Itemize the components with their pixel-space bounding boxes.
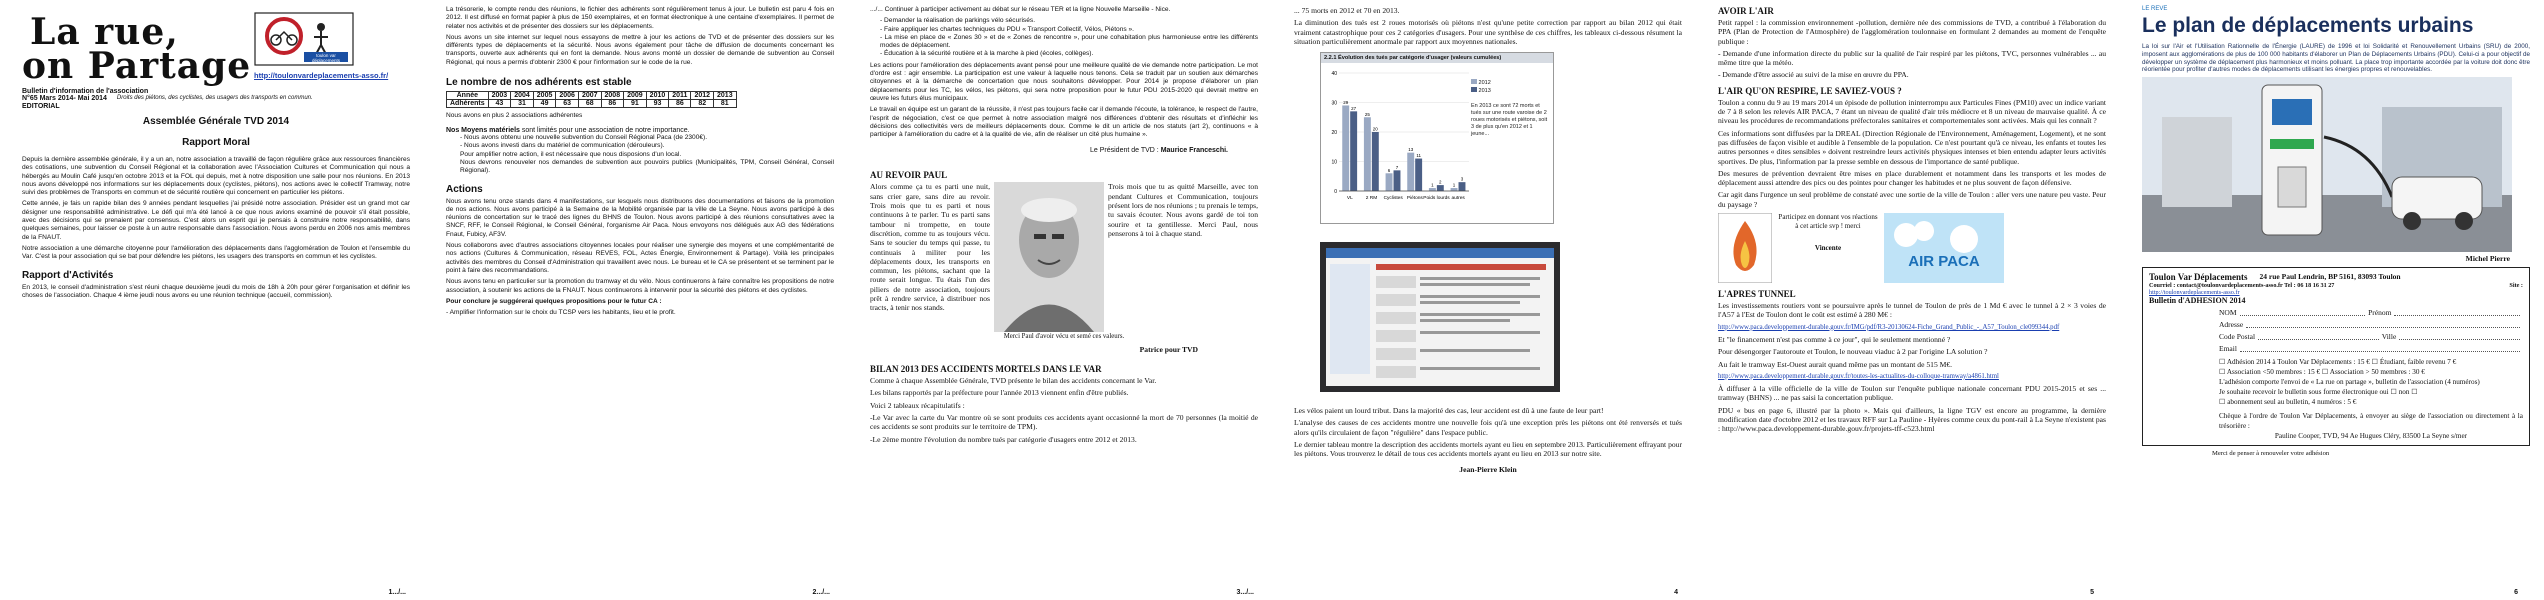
form-site-link[interactable]: http://toulonvardeplacements-asso.fr — [2149, 289, 2240, 297]
table-row-label: Adhérents — [447, 100, 489, 108]
chart-note: En 2013 ce sont 72 morts et tués sur une route varoise de 2 roues motorisés et piétons, soit 3 de plus qu'en 2012 et 1 jeune... — [1471, 103, 1548, 138]
table-value-cell: 91 — [624, 100, 647, 108]
page-1 — [0, 0, 424, 600]
members-note: Nous avons en plus 2 associations adhérentes — [446, 112, 583, 120]
bar-data-label: 7 — [1395, 165, 1399, 171]
x-tick-label: Piétons — [1406, 196, 1423, 202]
x-tick-label: Cyclistes — [1383, 196, 1403, 202]
air-respire-text-3: Des mesures de prévention devraient être mises en place durablement et notamment dans les transports et les modes de déplacement aussi attendre des pics ou des pointes pour changer les habitudes et ne plus souvent de façon défensive. — [1718, 168, 2106, 188]
page-2 — [424, 0, 848, 600]
bar-data-label: 1 — [1452, 182, 1456, 188]
bilan-text-5: -Le 2ème montre l'évolution du nombre tués par catégorie d'usagers entre 2012 et 2013. — [870, 434, 1137, 444]
p3-list-item: - Éducation à la sécurité routière et à la marche à pied (écoles, collèges). — [880, 50, 1094, 58]
president-label: Le Président de TVD : — [1090, 147, 1161, 155]
accident-chart — [1320, 52, 1554, 224]
bar-data-label: 11 — [1416, 153, 1421, 159]
table-value-cell: 63 — [556, 100, 579, 108]
logo-line-1: La rue, — [30, 11, 179, 53]
table-value-cell: 82 — [691, 100, 714, 108]
avoir-text: Petit rappel : la commission environnement -pollution, dernière née des commissions de TVD, a contribué à l'élaboration du PPA (Plan de Protection de l'Atmosphère) de l'agglomération toulonnaise en formulant 2 demandes au moment de l'enquête publique : — [1718, 18, 2106, 46]
actions-text-2: Nous collaborons avec d'autres associations citoyennes locales pour réaliser une synergie des moyens et une complémentarité de nos actions (Cultures & Communication, réseau REVES, FOL, Actes Énergie, Environnement & Partage). Voilà les principales activités des membres du Conseil d'Administration qui travaillent avec nous. Le bureau et le CA se présentent et se terminent par le point à faire des recommandations. — [446, 242, 834, 274]
merci-line: Merci Paul d'avoir vécu et semé ces valeurs. — [1003, 333, 1125, 341]
p4-text-4: Le dernier tableau montre la description des accidents mortels ayant eu lieu en septembre 2013. Particulièrement effrayant pour les piétons. Vous trouverez le détail de tous ces accidents mortels ayant eu lieu en 2013 sur notre site. — [1294, 440, 1682, 459]
form-org: Toulon Var Déplacements — [2149, 272, 2248, 283]
bilan-text-4: -Le Var avec la carte du Var montre où se sont produits ces accidents ayant occasionné la mort de 70 personnes (la moitié de ces accidents se sont produits sur le territoire de TPM). — [870, 412, 1258, 432]
x-tick-label: VL — [1346, 196, 1353, 202]
bilan-text-3: Voici 2 tableaux récapitulatifs : — [870, 400, 965, 410]
issue-number: N°65 Mars 2014- Mai 2014 — [22, 95, 107, 102]
option-abonnement[interactable]: ☐ abonnement seul au bulletin, 4 numéros : 5 € — [2219, 398, 2357, 407]
chart-legend — [1471, 79, 1549, 138]
bar-data-label: 20 — [1372, 126, 1378, 132]
moyens-title: Nos Moyens matériels — [446, 127, 520, 135]
tunnel-text-3: Pour désengorger l'autoroute et Toulon, le nouveau viaduc à 2 par l'origine LA solution ? — [1718, 347, 1988, 357]
field-adresse[interactable]: Adresse — [2219, 319, 2523, 331]
table-year-cell: 2013 — [714, 92, 737, 100]
members-table-values-row — [447, 100, 737, 108]
bar-2012-autres — [1451, 188, 1458, 191]
moyens-item: - Nous avons investi dans du matériel de communication (dérouleurs). — [460, 142, 665, 150]
p2-intro: La trésorerie, le compte rendu des réunions, le fichier des adhérents sont régulièrement tenus à jour. Le bulletin est paru 4 fois en 2012. Il est diffusé en format papier à plus de 150 exemplaires, et en format électronique à une centaine d'exemplaires. Il permet de relater nos activités et de présenter des dossiers sur les déplacements. — [446, 6, 834, 30]
table-header-label: Année — [447, 92, 489, 100]
bar-2012-Piétons — [1407, 153, 1414, 191]
actions-title: Actions — [446, 183, 483, 195]
bar-data-label: 1 — [1431, 182, 1434, 188]
rapport-moral-title: Rapport Moral — [182, 137, 250, 148]
air-paca-poster — [1884, 213, 2004, 283]
air-pollution-row — [1718, 213, 2106, 283]
table-value-cell: 49 — [533, 100, 556, 108]
p3-list — [870, 17, 1258, 58]
membership-form — [2142, 267, 2530, 446]
p1-paragraph-2: Cette année, je fais un rapide bilan des 9 années pendant lesquelles j'ai présidé notre association. Présider est un grand mot car désigner une responsabilité administrative. Le défi qui m'a été lancé à ce que nous avions examiné de pouvoir s'il était possible, avec des décisions qui se prenaient par consensus. C'est alors un esprit qui je pensais à construire notre responsabilité, dans quelques semaines, pour laisser ce poste à un autre responsable dans l'association. Nous avons perdu en 2006 nos amis membres de la FNAUT. — [22, 200, 410, 241]
page-6 — [2120, 0, 2544, 600]
y-tick-label: 10 — [1331, 159, 1337, 166]
page-3 — [848, 0, 1272, 600]
table-year-cell: 2006 — [556, 92, 579, 100]
air-paca-label: AIR PACA — [1908, 253, 1980, 271]
au-revoir-title: AU REVOIR PAUL — [870, 170, 948, 181]
avoir-title: AVOIR L'AIR — [1718, 6, 1774, 16]
au-revoir-text-1: Alors comme ça tu es parti une nuit, sans crier gare, sans dire au revoir. Trois mois que tu es parti et nous continuons à te parler. Tu es parti sans tambour ni trompette, en toute discrétion, comme tu as toujours vécu. Sans te soucier du temps qui passe, tu continuais à militer pour les déplacements doux, les transports en commun, les piétons, sachant que la route serait longue. Tu étais l'un des piliers de notre association, toujours prêt à rendre service, à distribuer nos tracts, à tenir nos stands. — [870, 182, 990, 313]
option-adhesion[interactable]: ☐ Adhésion 2014 à Toulon Var Déplacements : 15 € ☐ Étudiant, faible revenu 7 € — [2219, 358, 2457, 367]
form-header — [2149, 272, 2523, 282]
p3-top-text: .../... Continuer à participer activement au débat sur le réseau TER et la ligne Nouvelle Marseille - Nice. — [870, 6, 1171, 13]
field-code-postal[interactable]: Code Postal Ville — [2219, 331, 2523, 343]
p3-list-item: - La mise en place de « Zones 30 » et de « Zones de rencontre », pour une cohabitation plus harmonieuse entre les différents modes de déplacement. — [880, 33, 1258, 50]
members-table-years-row — [447, 92, 737, 100]
page-number: 5 — [2090, 589, 2094, 596]
table-year-cell: 2004 — [511, 92, 534, 100]
table-value-cell: 86 — [601, 100, 624, 108]
tunnel-text-5: À diffuser à la ville officielle de la ville de Toulon sur l'enquête publique nationale concernant PDU 2015-2015 et ses ... tramway (BHNS) ... ne pas saisi la concertation publique. — [1718, 384, 2106, 403]
p3-list-item: - Faire appliquer les chartes techniques du PDU « Transport Collectif, Vélos, Piétons ». — [880, 25, 1134, 33]
field-email[interactable]: Email — [2219, 343, 2523, 355]
bar-data-label: 27 — [1351, 106, 1357, 112]
p4-text-2: Les vélos paient un lourd tribut. Dans la majorité des cas, leur accident est dû à une faute de leur part! — [1294, 406, 1604, 416]
bar-data-label: 2 — [1439, 179, 1442, 185]
avoir-item: - Demande d'être associé au suivi de la mise en œuvre du PPA. — [1718, 70, 1909, 80]
page-number: 4 — [1674, 589, 1678, 596]
y-tick-label: 30 — [1331, 100, 1337, 107]
p4-top-text: ... 75 morts en 2012 et 70 en 2013. — [1294, 6, 1400, 15]
air-respire-text-2: Ces informations sont diffusées par la DREAL (Direction Régionale de l'Environnement, Aménagement, Logement), et ne sont pas diffusées de façon visible et audible à l'ensemble de la population. Ce n'est pourtant qu'à ce niveau, les enfants et toutes les autres personnes « dites sensibles » doivent restreindre leurs activités physiques intenses et bien entendu adapter leurs activités sportives. De plus, l'information par la presse semble en dessous de l'importance de santé publique. — [1718, 128, 2106, 166]
form-site-label: Site : — [2509, 282, 2523, 290]
table-year-cell: 2007 — [578, 92, 601, 100]
table-year-cell: 2005 — [533, 92, 556, 100]
p1-activites-text: En 2013, le conseil d'administration s'est réuni chaque deuxième jeudi du mois de 18h à 20h pour gérer l'organisation et définir les choses de l'association. Chaque 4 ième jeudi nous avons eu une réunion technique (accueil, commission). — [22, 283, 410, 299]
p3-list-item: - Demander la réalisation de parkings vélo sécurisés. — [880, 17, 1036, 25]
y-tick-label: 40 — [1331, 71, 1337, 78]
ag-title: Assemblée Générale TVD 2014 — [142, 116, 290, 127]
logo-line-2: on Partage — [22, 45, 252, 87]
actions-text-3: Nous avons tenu en particulier sur la promotion du tramway et du vélo. Nous continuerons à faire connaître les propositions de notre association, à soutenir les actions de la FNAUT. Nous continuerons à intervenir pour la sécurité des piétons et des cyclistes. — [446, 278, 834, 294]
rubric-label: LE REVE — [2142, 6, 2168, 12]
bilan-text-1: Comme à chaque Assemblée Générale, TVD présente le bilan des accidents concernant le Var. — [870, 376, 1157, 386]
page-number: 3.../... — [1236, 589, 1254, 596]
y-tick-label: 0 — [1334, 189, 1337, 196]
p2-intro-2: Nous avons un site internet sur lequel nous essayons de mettre à jour les actions de TVD et de présenter des dossiers sur les différents types de déplacements et la sécurité. Nous avons également pour tâche de diffusion de documents concernant les transports, ouverte aux adhérents qui en font la demande. Nous avons monté un dossier de demande de subvention au Conseil Régional, qui nous a permis d'obtenir 2300 € pour l'information sur le code de la rue. — [446, 33, 834, 66]
members-table — [446, 91, 737, 108]
president-name: Maurice Franceschi. — [1160, 147, 1228, 155]
moyens-item: Pour amplifier notre action, il est nécessaire que nous disposions d'un local. — [460, 150, 682, 158]
website-screenshot-photo — [1320, 242, 1560, 392]
form-title: Bulletin d'ADHESION 2014 — [2149, 296, 2246, 306]
website-link[interactable]: http://toulonvardeplacements-asso.fr/ — [254, 71, 389, 80]
legend-2013: 2013 — [1471, 87, 1549, 95]
author-vincente: Vincente — [1814, 243, 1842, 252]
tunnel-link-2[interactable]: http://www.paca.developpement-durable.gouv.fr/toutes-les-actualites-du-colloque-tramway/a4861.html — [1718, 372, 1999, 380]
p3-body-2: Le travail en équipe est un garant de la réussite, il n'est pas toujours facile car il demande l'écoute, la tolérance, le respect de l'autre, l'esprit de négociation, c'est ce que permet à notre association malgré nos différences d'obtenir des résultats et d'infléchir les décisions des collectivités vers de meilleurs déplacements doux. Comme le dit un article de nos statuts (art 2), continuons « à participer à l'amélioration du cadre et à la qualité de vie, afin de réaliser un cité plus humaine ». — [870, 106, 1258, 139]
moyens-line — [446, 127, 834, 134]
page-4 — [1272, 0, 1696, 600]
au-revoir-block — [870, 182, 1258, 332]
air-respire-text-1: Toulon a connu du 9 au 19 mars 2014 un épisode de pollution ininterrompu aux Particules Fines (PM10) avec un indice variant de 7 à 8 selon les relevés AIR PACA, 7 étant un niveau de qualité d'air très médiocre et 8 un niveau de mauvaise qualité. À ce niveau les procédures de recommandations préfectorales sanitaires et comportementales sont activées. Mais qui les connaît ? — [1718, 97, 2106, 126]
tunnel-title: L'APRES TUNNEL — [1718, 289, 1796, 300]
tunnel-text-1: Les investissements routiers vont se poursuivre après le tunnel de Toulon de près de 1 Md € avec le tunnel à 2 × 3 voies de l'A57 à l'Est de Toulon dont le coût est estimé à 280 M€ : — [1718, 301, 2106, 320]
masthead — [22, 6, 410, 86]
ppa-caption: Participez en donnant vos réactions à cet article svp ! merci — [1778, 213, 1878, 231]
au-revoir-text-2: Trois mois que tu as quitté Marseille, avec ton pendant Cultures et Communication, toujours présent lors de nos réunions ; tu prenais le temps, tu savais écouter. Nous avons gardé de toi ton sourire et ta gentillesse. Merci Paul, nous penserons à toi à chaque stand. — [1108, 182, 1258, 238]
table-year-cell: 2012 — [691, 92, 714, 100]
sign-text: toulon var déplacements — [311, 53, 341, 63]
actions-text-1: Nous avons tenu onze stands dans 4 manifestations, sur lesquels nous distribuons des documentations et faisons de la promotion de nos actions. Nous avons participé à la Semaine de la Mobilité organisée par la ville de La Seyne. Nous avons participé à des réunions de concertation sur le tracé des lignes du BHNS de Toulon. Nous avons participé à des réunions consultatives avec la SNCF, RFF, le Conseil Régional, le Conseil Général, l'organisme Air Paca. Nous envoyons nos délégués aux AG des fédérations Fnaut, Fubicy, AF3V. — [446, 197, 834, 238]
form-address: 24 rue Paul Lendrin, BP 5161, 83093 Toulon — [2259, 272, 2401, 282]
y-tick-label: 20 — [1331, 130, 1337, 137]
p4-signature: Jean-Pierre Klein — [1459, 464, 1517, 474]
field-nom[interactable]: NOM Prénom — [2219, 307, 2523, 319]
form-contact: Courriel : contact@toulonvardeplacements-asso.fr Tel : 06 18 16 31 27 — [2149, 282, 2335, 290]
table-value-cell: 93 — [646, 100, 669, 108]
pdu-intro: La loi sur l'Air et l'Utilisation Rationnelle de l'Énergie (LAURE) de 1996 et loi Solidarité et Renouvellement Urbains (SRU) de 2000, imposent aux agglomérations de plus de 100 000 habitants d'élaborer un Plan de Déplacements Urbains (PDU). Celui-ci a pour objectif de développer un système de déplacement plus harmonieux et moins polluant. La place trop importante accordée par la voiture doit donc être réorientée pour profiter d'autres modes de déplacements utilisant les énergies propres et renouvelables. — [2142, 43, 2530, 74]
table-year-cell: 2008 — [601, 92, 624, 100]
bar-2012-Poids lourds — [1429, 188, 1436, 191]
table-value-cell: 68 — [578, 100, 601, 108]
p4-text-3: L'analyse des causes de ces accidents montre une nouvelle fois qu'à une exception près les piétons ont été renversés et tués alors qu'ils circulaient de façon "régulière" dans l'espace public. — [1294, 418, 1682, 437]
option-note: L'adhésion comporte l'envoi de « La rue on partage », bulletin de l'association (4 numéros) — [2219, 378, 2480, 387]
tunnel-text-4: Au fait le tramway Est-Ouest aurait quand même pas un montant de 515 M€. — [1718, 359, 1953, 369]
p1-paragraph-1: Depuis la dernière assemblée générale, il y a un an, notre association a travaillé de façon régulière grâce aux ressources financières des cotisations, une subvention du Conseil Régional et la collaboration avec l'Association Cultures et Communication qui nous a hébergés au Moulin Café jusqu'en octobre 2013 et la FOL qui depuis, met à notre disposition une salle pour nos réunions. En 2013 nous avons développé nos informations sur les déplacements doux (cyclistes, piétons), nos actions avec le collectif Tramway, notre suivi des problèmes de Transports en commun et de sécurité routière qui concernent en particulier les piétons. — [22, 156, 410, 197]
table-value-cell: 86 — [669, 100, 691, 108]
bar-chart — [1323, 67, 1473, 217]
x-tick-label: autres — [1451, 196, 1465, 202]
table-year-cell: 2003 — [488, 92, 511, 100]
p1-paragraph-3: Notre association a une démarche citoyenne pour l'amélioration des déplacements dans l'agglomération de Toulon et l'ensemble du Var. C'est la pour association qui se bat pour défendre les piétons, les usagers des transports en commun et les cyclistes. — [22, 244, 410, 261]
tunnel-link[interactable]: http://www.paca.developpement-durable.gouv.fr/IMG/pdf/R3-20130624-Fiche_Grand_Public_-_A57_Toulon_cle099344.pdf — [1718, 323, 2060, 331]
charging-station-photo — [2142, 77, 2512, 252]
editorial-label: EDITORIAL — [22, 103, 60, 110]
moyens-item: - Nous avons obtenu une nouvelle subvention du Conseil Régional Paca (de 2300€). — [460, 134, 708, 142]
air-respire-text-4: Car agit dans l'urgence un seul problème de constaté avec une sortie de la ville de Toulon : aller vers une nature peu vaste. Peur du paysage ? — [1718, 190, 2106, 209]
option-association[interactable]: ☐ Association <50 membres : 15 € ☐ Association > 50 membres : 30 € — [2219, 368, 2425, 377]
bar-data-label: 6 — [1387, 167, 1391, 173]
bulletin-label: Bulletin d'information de l'association — [22, 88, 149, 95]
p3-body-1: Les actions pour l'amélioration des déplacements avant pensé pour une meilleure qualité de vie demande notre participation. Le mot d'ordre est : agir ensemble. La participation est une valeur à laquelle nous tenons. Cela se traduit par un soutien aux démarches citoyennes et à la démarche de concertation que nous souhaitons développer. Pour 2014 je propose d'élaborer un plan déplacements pour les TC, les vélos, les piétons, qui sera notre proposition pour le futur PDU 2015-2020 qui devrait mettre en œuvre les futurs élus municipaux. — [870, 61, 1258, 102]
president-line — [870, 147, 1228, 154]
payment-text: Chèque à l'ordre de Toulon Var Déplacements, à envoyer au siège de l'association ou directement à la trésorière : — [2219, 412, 2523, 431]
bar-2012-2 RM — [1364, 117, 1371, 191]
table-year-cell: 2009 — [624, 92, 647, 100]
tagline: Droits des piétons, des cyclistes, des usagers des transports en commun. — [116, 95, 313, 101]
bar-2012-Cyclistes — [1386, 173, 1393, 191]
bar-data-label: 25 — [1364, 111, 1370, 117]
tunnel-text-6: PDU « bus en page 6, illustré par la photo ». Mais qui d'ailleurs, la ligne TGV est encore au programme, la dernière modification date d'octobre 2012 et les travaux RFF sur La Pauline - Hyères comme ceux du pont-rail à La Seyne n'existent pas : http://www.paca.developpement-durable.gouv.fr/projets-tff-c523.html — [1718, 405, 2107, 434]
portrait-photo — [994, 182, 1104, 332]
x-tick-label: Poids lourds — [1423, 196, 1450, 202]
table-value-cell: 31 — [511, 100, 534, 108]
moyens-intro: sont limités pour une association de notre importance. — [521, 127, 690, 135]
renew-thanks: Merci de penser à renouveler votre adhésion — [2212, 450, 2330, 458]
chart-title: 2.2.1 Évolution des tués par catégorie d'usager (valeurs cumulées) — [1321, 53, 1553, 63]
page-number: 2.../... — [812, 589, 830, 596]
table-year-cell: 2011 — [669, 92, 691, 100]
bilan-title: BILAN 2013 DES ACCIDENTS MORTELS DANS LE VAR — [870, 364, 1102, 375]
members-title: Le nombre de nos adhérents est stable — [446, 77, 632, 89]
tunnel-text-2: Et "le financement n'est pas comme à ce jour", qui le seulement mentionné ? — [1718, 334, 1951, 344]
page-number: 6 — [2514, 589, 2518, 596]
bilan-text-2: Les bilans rapportés par la préfecture pour l'année 2013 viennent enfin d'être publiés. — [870, 388, 1129, 398]
road-sign-illustration — [254, 12, 354, 66]
legend-2012: 2012 — [1471, 79, 1549, 87]
pdu-title: Le plan de déplacements urbains — [2142, 14, 2474, 37]
form-options — [2219, 357, 2523, 441]
bar-2013-VL — [1350, 112, 1357, 192]
issue-line — [22, 95, 410, 102]
rapport-activites-title: Rapport d'Activités — [22, 269, 114, 281]
bar-2013-autres — [1459, 182, 1466, 191]
bar-data-label: 3 — [1460, 176, 1464, 182]
bar-2012-VL — [1342, 106, 1349, 192]
table-value-cell: 81 — [714, 100, 737, 108]
x-tick-label: 2 RM — [1365, 196, 1378, 202]
option-electronic[interactable]: Je souhaite recevoir le bulletin sous forme électronique oui ☐ non ☐ — [2219, 388, 2418, 397]
page-number: 1.../... — [388, 589, 406, 596]
air-respire-title: L'AIR QU'ON RESPIRE, LE SAVIEZ-VOUS ? — [1718, 85, 1902, 96]
conclusion-item: - Amplifier l'information sur le choix du TCSP vers les habitants, lieu et le profit. — [446, 309, 676, 317]
bar-data-label: 13 — [1408, 147, 1414, 153]
treasurer-address: Pauline Cooper, TVD, 94 Ae Hugues Cléry, 83500 La Seyne s/mer — [2274, 432, 2468, 441]
bar-2013-Cyclistes — [1394, 171, 1401, 192]
photo-credit: Michel Pierre — [2465, 254, 2510, 264]
table-value-cell: 43 — [488, 100, 511, 108]
p4-text-1: La diminution des tués est 2 roues motorisés où piétons n'est qu'une petite correction par rapport au bilan 2012 qui était vraiment catastrophique pour ces 2 catégories d'usagers. Pour une synthèse de ces chiffres, les tableaux ci-dessous résument la situation particulièrement anormale par rapport aux moyennes nationales. — [1294, 18, 1682, 46]
bar-2013-Poids lourds — [1437, 185, 1444, 191]
revoir-signature: Patrice pour TVD — [1139, 344, 1198, 354]
table-year-cell: 2010 — [646, 92, 669, 100]
page-5 — [1696, 0, 2120, 600]
bar-data-label: 29 — [1343, 100, 1349, 106]
fire-illustration — [1718, 213, 1772, 283]
moyens-item: Nous devrons renouveler nos demandes de subvention aux pouvoirs publics (Municipalités, TPM, Conseil Général, Conseil Régional). — [460, 158, 834, 175]
bar-2013-Piétons — [1415, 159, 1422, 191]
bar-2013-2 RM — [1372, 132, 1379, 191]
form-fields — [2149, 307, 2523, 355]
conclusion: Pour conclure je suggérerai quelques propositions pour le futur CA : — [446, 297, 662, 305]
avoir-item: - Demande d'une information directe du public sur la qualité de l'air respiré par les piétons, TVC, personnes vulnérables ... au même titre que la météo. — [1718, 48, 2106, 68]
moyens-list — [446, 134, 834, 175]
